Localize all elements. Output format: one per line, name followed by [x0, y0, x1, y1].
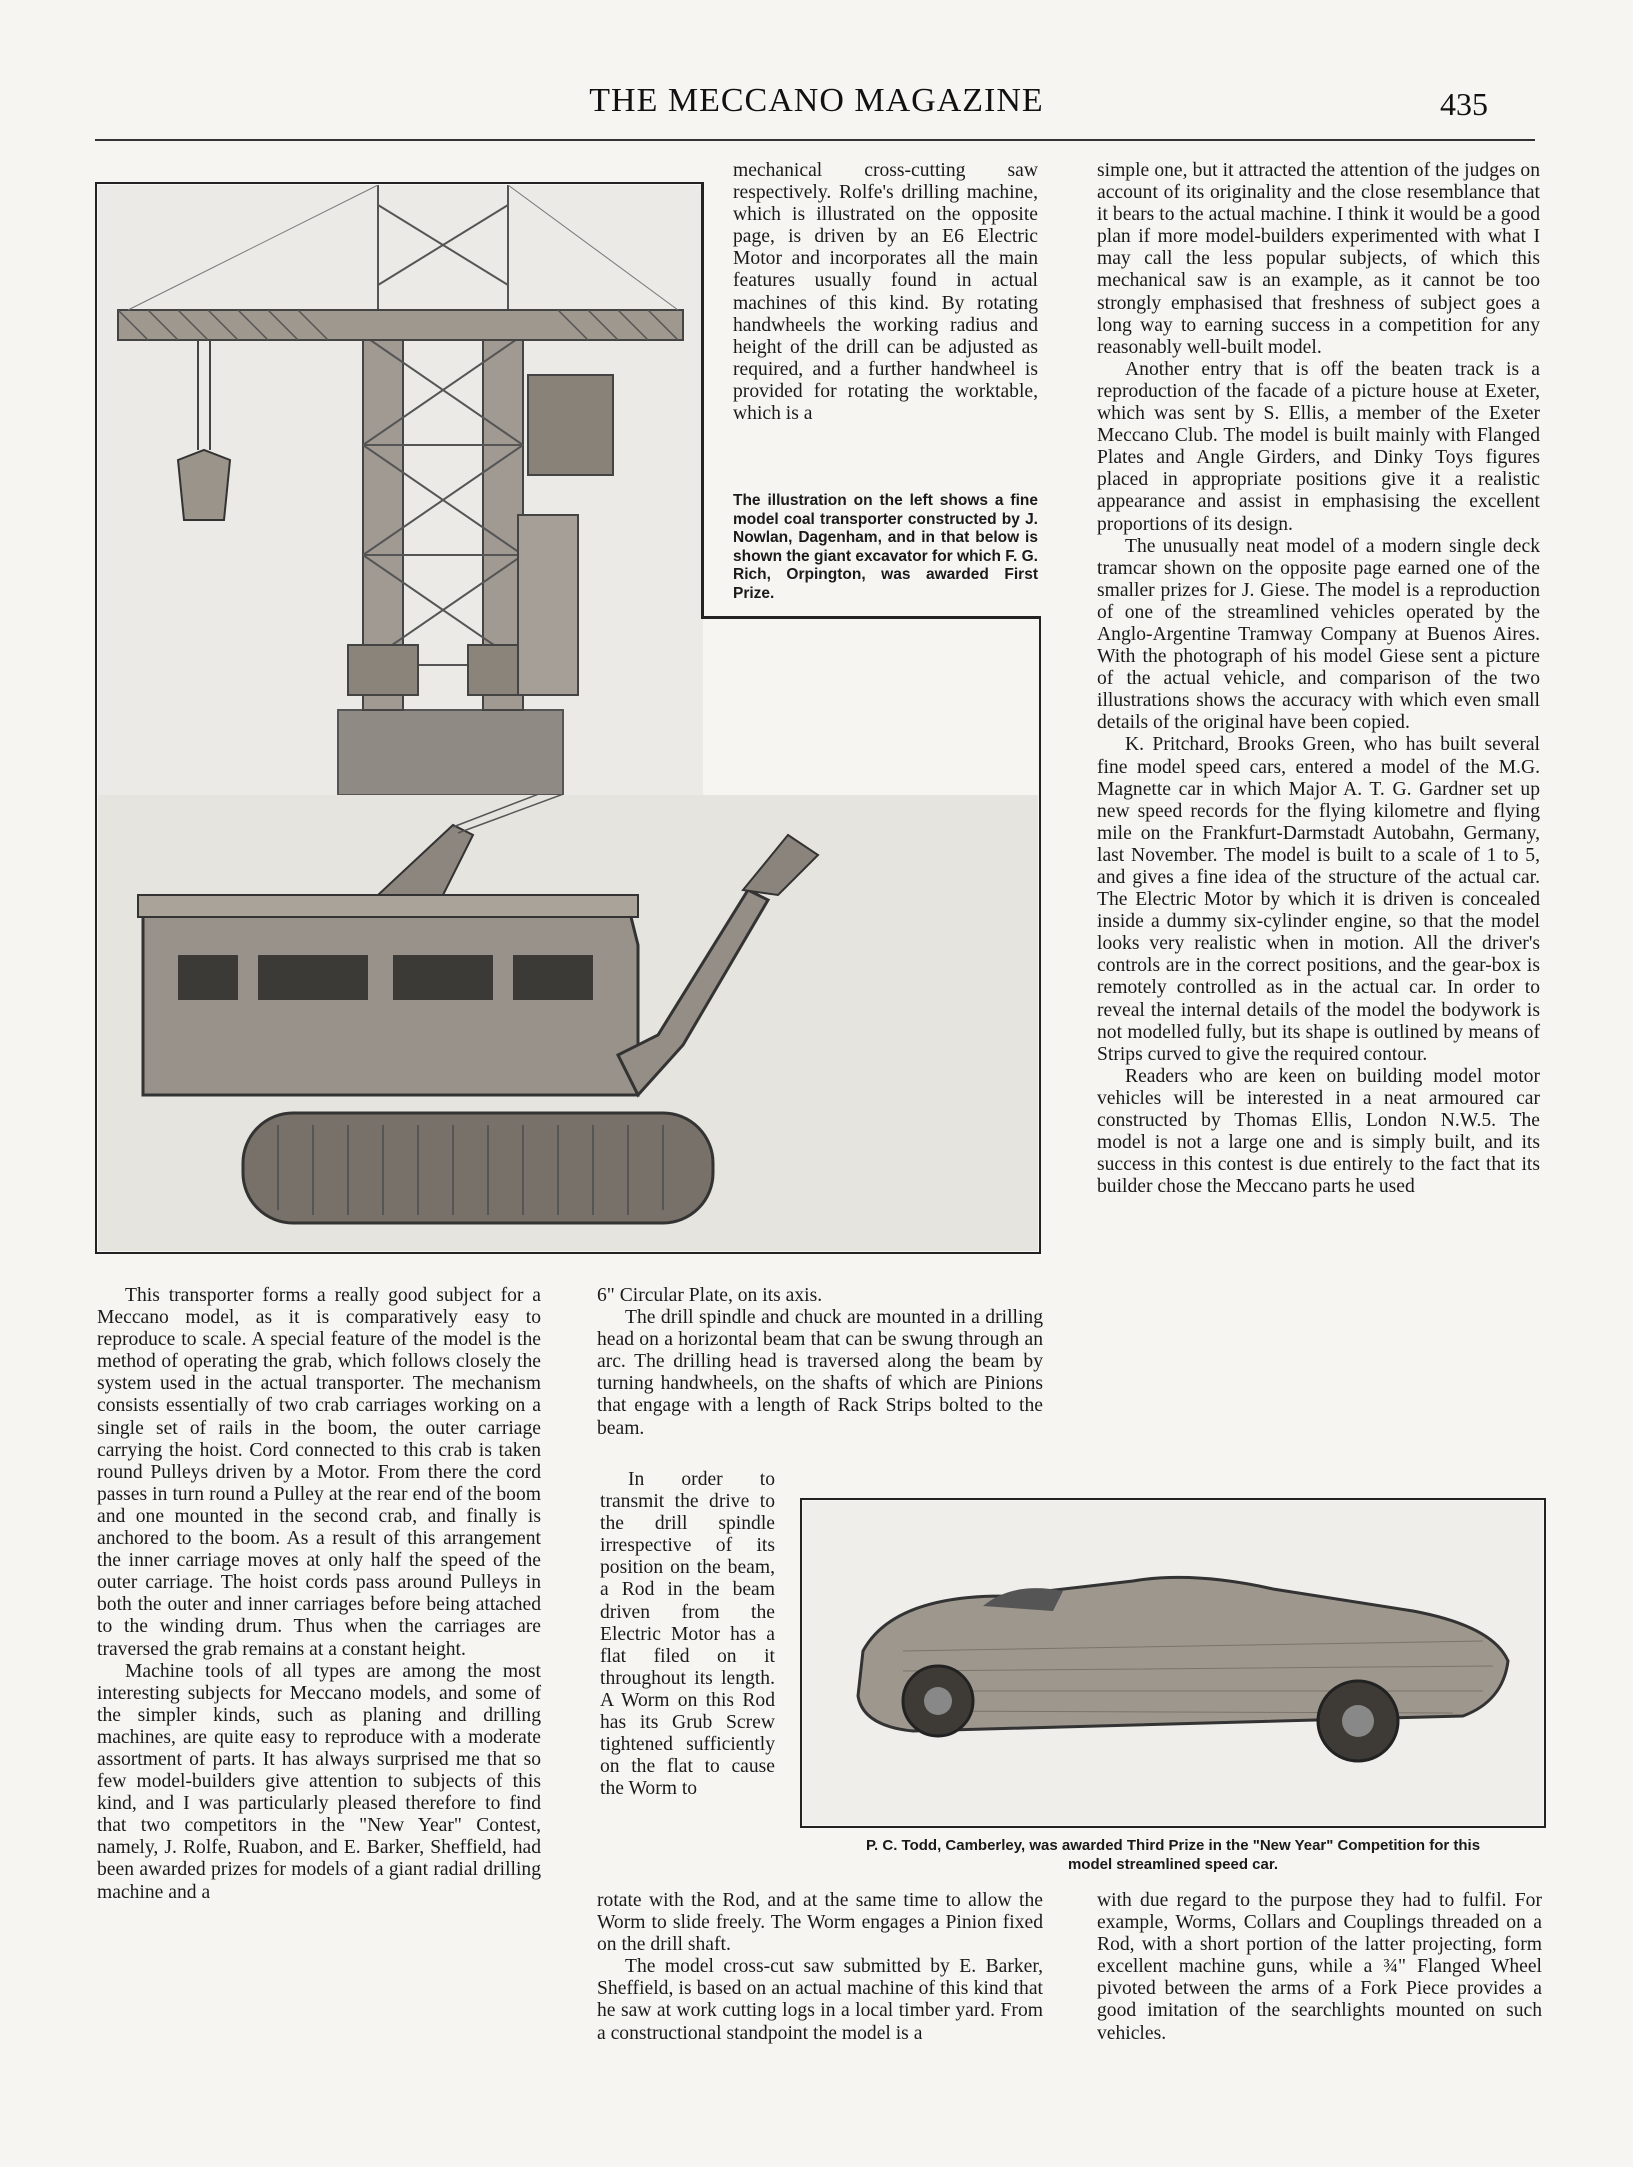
magazine-title: THE MECCANO MAGAZINE — [589, 82, 1044, 119]
paragraph: Machine tools of all types are among the most interesting subjects for Meccano models, and some of the simpler kinds, such as planing and drilling machines, are quite easy to reproduce with a moderate assortment of parts. It has always surprised me that so few model-builders give attention to subjects of this kind, and I was particularly pleased therefore to find that two competitors in the "New Year" Contest, namely, J. Rolfe, Ruabon, and E. Barker, Sheffield, had been awarded prizes for models of a giant radial drilling machine and a — [97, 1660, 541, 1903]
caption-speed-car-line2: model streamlined speed car. — [1067, 1856, 1279, 1873]
column-right-bottom — [1097, 1890, 1542, 2045]
column-top-middle — [733, 160, 1038, 425]
caption-transporter-excavator: The illustration on the left shows a fine model coal transporter constructed by J. Nowlan, Dagenham, and in that below is shown the giant excavator for which F. G. Rich, Orpington, was awarded First Prize. — [733, 492, 1038, 602]
speed-car-photo — [803, 1501, 1543, 1825]
column-middle — [597, 1285, 1043, 1440]
caption-speed-car-line1: P. C. Todd, Camberley, was awarded Third Prize in the "New Year" Competition for this — [865, 1837, 1481, 1854]
page-number: 435 — [1440, 86, 1488, 122]
column-left — [97, 1285, 541, 1904]
paragraph: The model cross-cut saw submitted by E. Barker, Sheffield, is based on an actual machine of this kind that he saw at work cutting logs in a local timber yard. From a constructional standpoint the model is a — [597, 1956, 1043, 2044]
paragraph: K. Pritchard, Brooks Green, who has built several fine model speed cars, entered a model of the M.G. Magnette car in which Major A. T. G. Gardner set up new speed records for the flying kilometre and flying mile on the Frankfurt-Darmstadt Autobahn, Germany, last November. The model is built to a scale of 1 to 5, and gives a fine idea of the structure of the actual car. The Electric Motor by which it is driven is concealed inside a dummy six-cylinder engine, so that the model looks very realistic when in motion. All the driver's controls are in the correct positions, and the gear-box is remotely controlled as in the actual car. In order to reveal the internal details of the model the bodywork is not modelled fully, but its shape is outlined by means of Strips curved to give the required contour. — [1097, 734, 1540, 1065]
paragraph: The drill spindle and chuck are mounted in a drilling head on a horizontal beam that can be swung through an arc. The drilling head is traversed along the beam by turning handwheels, on the shafts of which are Pinions that engage with a length of Rack Strips bolted to the beam. — [597, 1307, 1043, 1439]
paragraph: with due regard to the purpose they had to fulfil. For example, Worms, Collars and Couplings threaded on a Rod, with a short portion of the latter projecting, form excellent machine guns, while a ¾" Flanged Wheel pivoted between the arms of a Fork Piece provides a good imitation of the searchlights mounted on such vehicles. — [1097, 1890, 1542, 2044]
paragraph: simple one, but it attracted the attention of the judges on account of its originality and the close resemblance that it bears to the actual machine. I think it would be a good plan if more model-builders experimented with what I may call the less popular subjects, of which this mechanical saw is an example, as it cannot be too strongly emphasised that freshness of subject goes a long way to earning success in a competition for any reasonably well-built model. — [1097, 160, 1540, 358]
paragraph: Readers who are keen on building model motor vehicles will be interested in a neat armoured car constructed by Thomas Ellis, London N.W.5. The model is not a large one and is simply built, and its success in this contest is due entirely to the fact that its builder chose the Meccano parts he used — [1097, 1065, 1540, 1198]
column-middle-continued — [597, 1890, 1043, 2045]
coal-transporter-photo — [98, 185, 703, 795]
panel-rule-horizontal — [701, 616, 1041, 619]
column-middle-narrow — [600, 1469, 775, 1800]
panel-rule-vertical — [701, 182, 704, 618]
coal-transporter-drawing — [98, 185, 703, 795]
paragraph: mechanical cross-cutting saw respectively. Rolfe's drilling machine, which is illustrated on the opposite page, is driven by an E6 Electric Motor and incorporates all the main features usually found in actual machines of this kind. By rotating handwheels the working radius and height of the drill can be adjusted as required, and a further handwheel is provided for rotating the worktable, which is a — [733, 160, 1038, 425]
giant-excavator-drawing — [98, 795, 1038, 1251]
paragraph: rotate with the Rod, and at the same time to allow the Worm to slide freely. The Worm engages a Pinion fixed on the drill shaft. — [597, 1890, 1043, 1956]
paragraph: The unusually neat model of a modern single deck tramcar shown on the opposite page earned one of the smaller prizes for J. Giese. The model is a reproduction of one of the streamlined vehicles operated by the Anglo-Argentine Tramway Company at Buenos Aires. With the photograph of his model Giese sent a picture of the actual vehicle, and comparison of the two illustrations shows the accuracy with which even small details of the original have been copied. — [1097, 535, 1540, 734]
speed-car-drawing — [803, 1501, 1543, 1825]
giant-excavator-photo — [98, 795, 1038, 1251]
column-right — [1097, 160, 1540, 1198]
paragraph: This transporter forms a really good subject for a Meccano model, as it is comparatively easy to reproduce to scale. A special feature of the model is the method of operating the grab, which follows closely the system used in the actual transporter. The mechanism consists essentially of two crab carriages working on a single set of rails in the boom, the outer carriage carrying the hoist. Cord connected to this crab is taken round Pulleys driven by a Motor. From there the cord passes in turn round a Pulley at the rear end of the boom and one mounted in the second crab, and finally is anchored to the boom. As a result of this arrangement the inner carriage moves at only half the speed of the outer carriage. The hoist cords pass around Pulleys in both the outer and inner carriages before being attached to the winding drum. Thus when the carriages are traversed the grab remains at a constant height. — [97, 1285, 541, 1660]
header-rule — [95, 139, 1535, 141]
paragraph: In order to transmit the drive to the drill spindle irrespective of its position on the beam, a Rod in the beam driven from the Electric Motor has a flat filed on it throughout its length. A Worm on this Rod has its Grub Screw tightened sufficiently on the flat to cause the Worm to — [600, 1469, 775, 1800]
paragraph: Another entry that is off the beaten track is a reproduction of the facade of a picture house at Exeter, which was sent by S. Ellis, a member of the Exeter Meccano Club. The model is built mainly with Flanged Plates and Angle Girders, and Dinky Toys figures placed in appropriate positions give it a realistic appearance and assist in emphasising the excellent proportions of its design. — [1097, 358, 1540, 535]
paragraph: 6" Circular Plate, on its axis. — [597, 1285, 823, 1306]
